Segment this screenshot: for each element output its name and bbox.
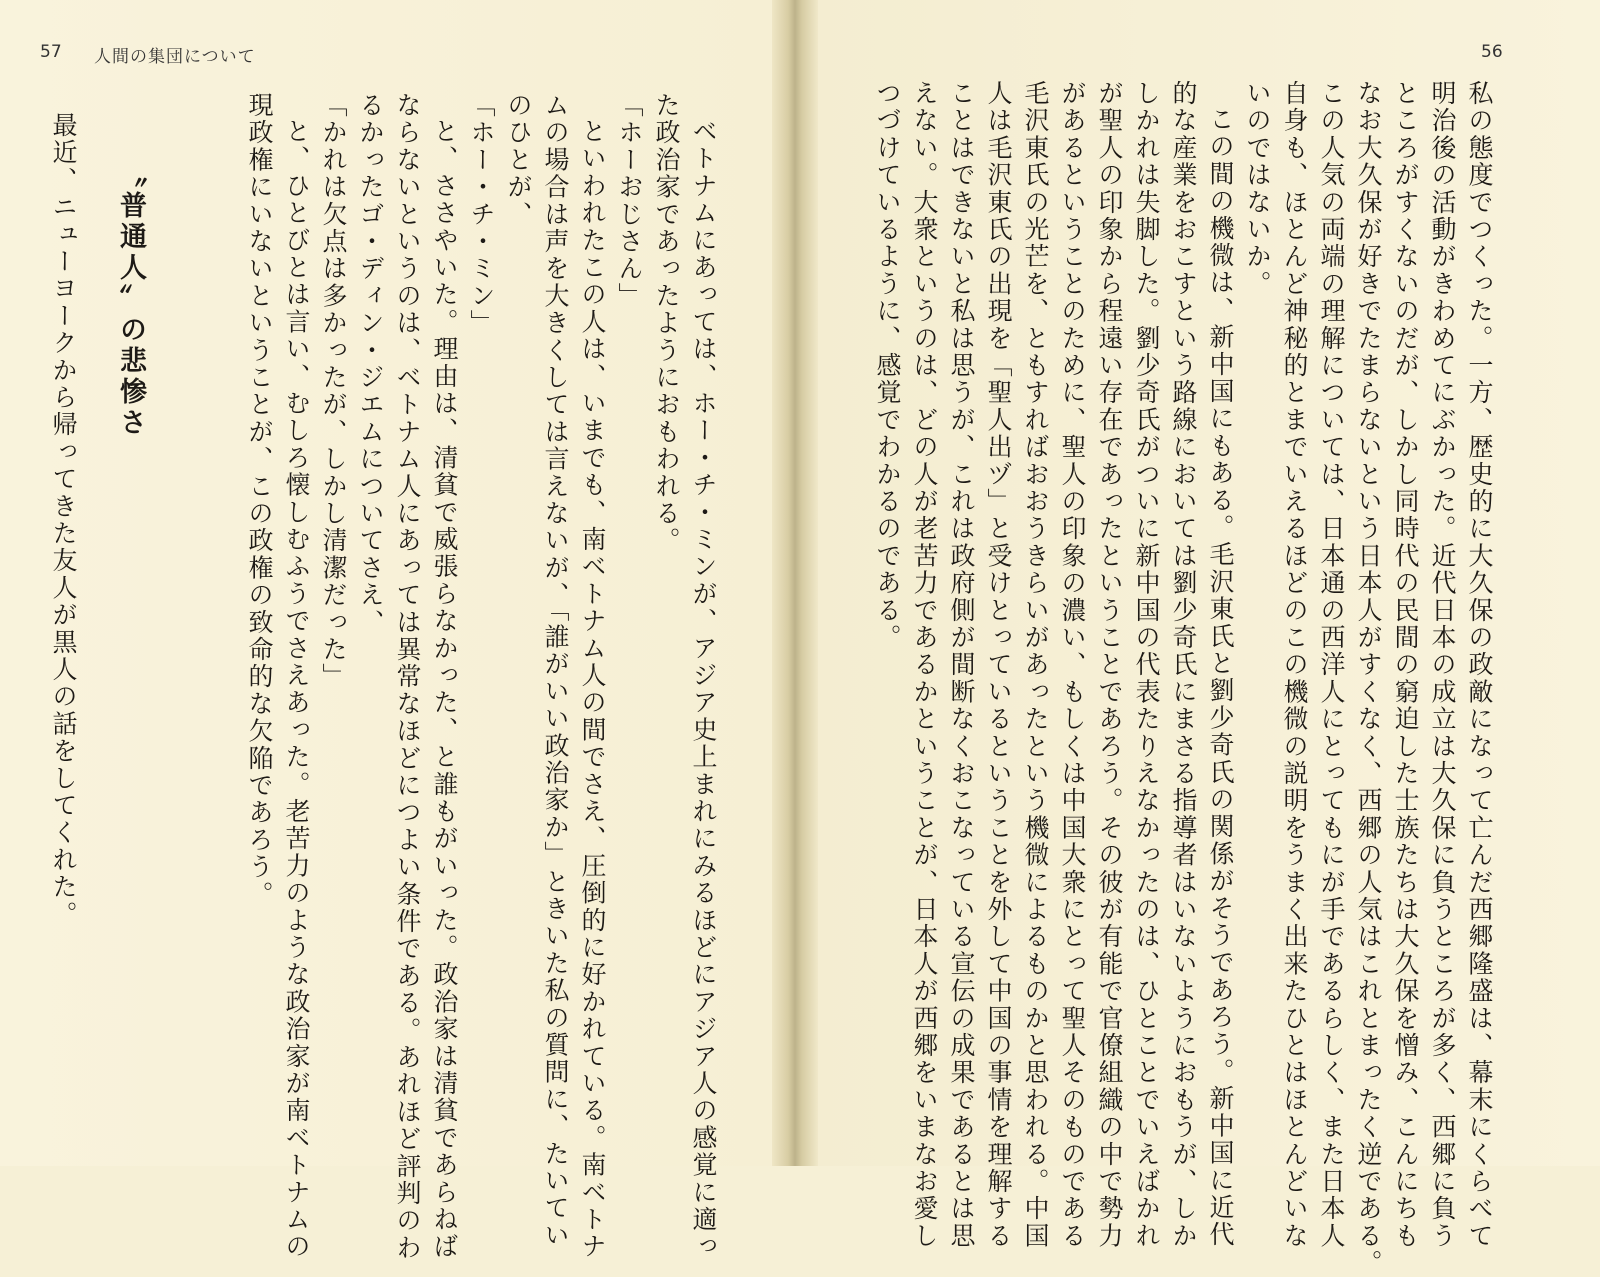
text-line: いのではないか。 <box>1243 80 1272 298</box>
text-line: この間の機微は、新中国にもある。毛沢東氏と劉少奇氏の関係がそうであろう。新中国に近代 <box>1206 106 1235 1249</box>
text-line: 私の態度でつくった。一方、歴史的に大久保の政敵になって亡んだ西郷隆盛は、幕末にくらべて <box>1465 80 1494 1250</box>
text-line: なお大久保が好きでたまらないという日本人がすくなく、西郷の人気はこれとまったく逆である。 <box>1354 80 1383 1277</box>
text-line: しかれは失脚した。劉少奇氏がついに新中国の代表たりえなかったのは、ひとことでいえばかれ <box>1132 80 1161 1250</box>
text-line: のひとが、 <box>504 92 533 228</box>
right-page-number: 56 <box>1481 42 1503 62</box>
text-line: 人は毛沢東氏の出現を「聖人出ヅ」と受けとっているということを外して中国の事情を理解する <box>984 80 1013 1250</box>
text-line: 最近、ニューヨークから帰ってきた友人が黒人の話をしてくれた。 <box>49 112 78 928</box>
left-page-number: 57 <box>40 42 62 62</box>
text-line: つづけているように、感覚でわかるのである。 <box>873 80 902 652</box>
text-line: るかったゴ・ディン・ジエムについてさえ、 <box>356 92 385 636</box>
text-line: 的な産業をおこすという路線においては劉少奇氏にまさる指導者はいないようにおもうが、しか <box>1169 80 1198 1250</box>
text-line: 「かれは欠点は多かったが、しかし清潔だった」 <box>319 92 348 691</box>
book-gutter <box>772 0 818 1166</box>
text-line: ところがすくないのだが、しかし同時代の民間の窮迫した士族たちは大久保を憎み、こんにちも <box>1391 80 1420 1250</box>
text-line: ならないというのは、ベトナム人にあっては異常なほどにつよい条件である。あれほど評判のわ <box>393 92 422 1262</box>
text-line: と、ささやいた。理由は、清貧で威張らなかった、と誰もがいった。政治家は清貧であらねば <box>430 118 459 1261</box>
text-line: と、ひとびとは言い、むしろ懐しむふうでさえあった。老苦力のような政治家が南ベトナムの <box>282 118 311 1261</box>
text-line: ことはできないと私は思うが、これは政府側が間断なくおこなっている宣伝の成果であるとは思 <box>947 80 976 1250</box>
text-line: 「ホー・チ・ミン」 <box>467 92 496 337</box>
text-line: 「ホーおじさん」 <box>615 92 644 310</box>
text-line: 明治後の活動がきわめてにぶかった。近代日本の成立は大久保に負うところが多く、西郷に負う <box>1428 80 1457 1250</box>
text-line: ベトナムにあっては、ホー・チ・ミンが、アジア史上まれにみるほどにアジア人の感覚に適っ <box>689 118 718 1261</box>
text-line: 自身も、ほとんど神秘的とまでいえるほどのこの機微の説明をうまく出来たひとはほとんどいな <box>1280 80 1309 1250</box>
left-page-body <box>222 92 722 1262</box>
text-line: えない。大衆というのは、どの人が老苦力であるかということが、日本人が西郷をいまなお愛し <box>910 80 939 1250</box>
text-line: この人気の両端の理解については、日本通の西洋人にとってもにが手であるらしく、また日本人 <box>1317 80 1346 1250</box>
right-page-body <box>858 80 1498 1277</box>
text-line: 現政権にいないということが、この政権の致命的な欠陥であろう。 <box>245 92 274 908</box>
section-heading: 〝普通人〟の悲惨さ <box>115 160 146 439</box>
text-line: 毛沢東氏の光芒を、ともすればおおうきらいがあったという機微によるものかと思われる。中国 <box>1021 80 1050 1250</box>
text-line: ムの場合は声を大きくしては言えないが、「誰がいい政治家か」ときいた私の質問に、たいてい <box>541 92 570 1250</box>
running-title: 人間の集団について <box>94 47 256 67</box>
text-line: といわれたこの人は、いまでも、南ベトナム人の間でさえ、圧倒的に好かれている。南ベトナ <box>578 118 607 1261</box>
text-line: が聖人の印象から程遠い存在であったということであろう。その彼が有能で官僚組織の中で勢力 <box>1095 80 1124 1250</box>
left-page-after-heading <box>36 112 82 1152</box>
text-line: があるということのために、聖人の印象の濃い、もしくは中国大衆にとって聖人そのものである <box>1058 80 1087 1250</box>
text-line: た政治家であったようにおもわれる。 <box>652 92 681 555</box>
